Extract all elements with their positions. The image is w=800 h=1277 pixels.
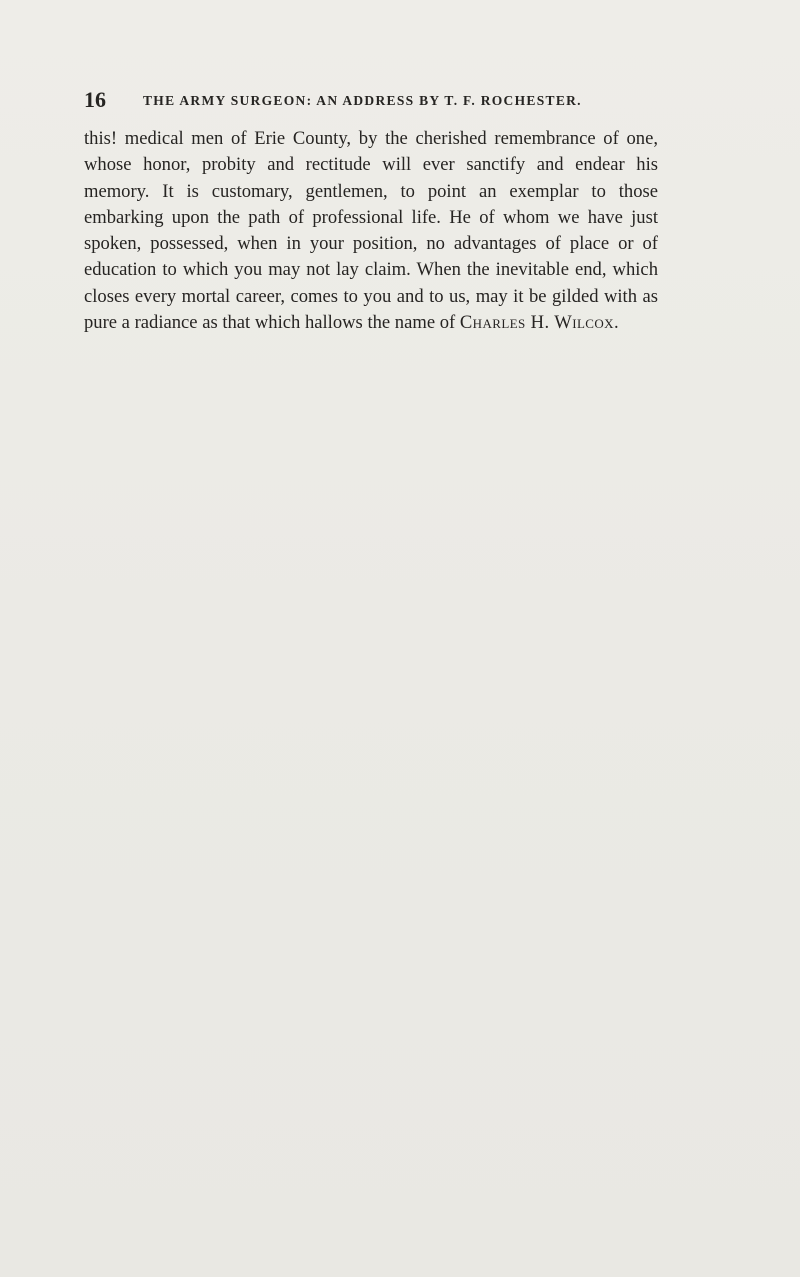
paragraph-text: this! medical men of Erie County, by the cherished remembrance of one, whose honor, probity and rectitude will ever sanctify and endear his memory. It is customary, gentlemen, to point an exemplar to those embarking upon the path of professional life. He of whom we have just spoken, possessed, when in your position, no advantages of place or of education to which you may not lay claim. When the inevitable end, which closes every mortal career, comes to you and to us, may it be gilded with as pure a radiance as that which hallows the name of: [84, 128, 658, 334]
page-header: [84, 88, 704, 112]
page-number: 16: [84, 87, 106, 112]
running-title: THE ARMY SURGEON: AN ADDRESS BY T. F. ROCHESTER.: [143, 93, 582, 108]
closing-punctuation: .: [613, 312, 619, 334]
body-paragraph: [84, 126, 658, 336]
closing-name: Charles H. Wilcox: [459, 312, 614, 334]
